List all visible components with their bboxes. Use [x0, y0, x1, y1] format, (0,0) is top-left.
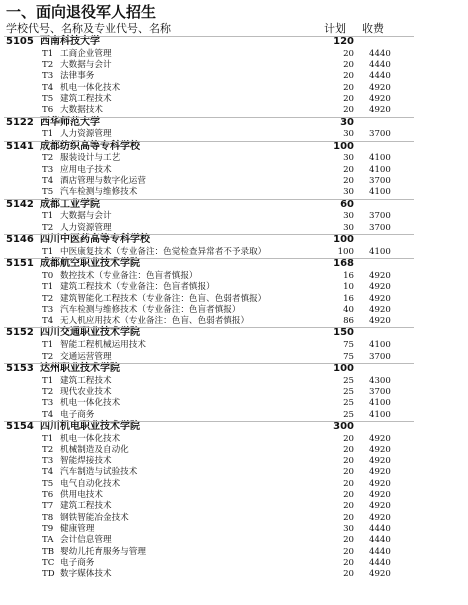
plan-count: 100	[333, 362, 354, 374]
school-name: 四川机电职业技术学院	[40, 420, 140, 432]
tuition-fee: 4920	[369, 467, 391, 478]
major-row	[0, 305, 468, 316]
major-name: 交通运营管理	[60, 351, 112, 362]
tuition-fee: 4920	[369, 270, 391, 281]
major-row	[0, 558, 468, 569]
tuition-fee: 4440	[369, 48, 391, 59]
plan-count: 20	[343, 105, 354, 116]
major-name: 建筑工程技术	[60, 375, 112, 386]
major-name: 婴幼儿托育服务与管理	[60, 546, 146, 557]
major-row	[0, 445, 468, 456]
major-code: T1	[42, 48, 54, 59]
plan-count: 20	[343, 176, 354, 187]
school-name: 达州职业技术学院	[40, 362, 120, 374]
major-row	[0, 153, 468, 164]
major-row	[0, 456, 468, 467]
major-code: T5	[42, 93, 54, 104]
major-code: T3	[42, 164, 54, 175]
major-code: T2	[42, 351, 54, 362]
major-row	[0, 569, 468, 580]
tuition-fee: 4920	[369, 478, 391, 489]
school-code: 5152	[6, 327, 34, 339]
tuition-fee: 4440	[369, 557, 391, 568]
major-code: T2	[42, 222, 54, 233]
plan-count: 20	[343, 60, 354, 71]
tuition-fee: 4920	[369, 490, 391, 501]
tuition-fee: 4440	[369, 60, 391, 71]
major-name: 机电一体化技术	[60, 82, 121, 93]
major-name: 无人机应用技术（专业备注：色盲、色弱者慎报）	[60, 316, 250, 327]
plan-count: 30	[340, 116, 354, 128]
major-name: 人力资源管理	[60, 222, 112, 233]
major-row	[0, 176, 468, 187]
plan-count: 20	[343, 501, 354, 512]
major-name: 大数据技术	[60, 105, 103, 116]
plan-count: 20	[343, 71, 354, 82]
major-code: TD	[42, 569, 55, 580]
tuition-fee: 4100	[369, 246, 391, 257]
major-code: T1	[42, 211, 54, 222]
school-row	[0, 199, 468, 212]
plan-count: 20	[343, 512, 354, 523]
major-code: T5	[42, 478, 54, 489]
plan-count: 20	[343, 478, 354, 489]
tuition-fee: 3700	[369, 351, 391, 362]
major-code: T3	[42, 71, 54, 82]
major-name: 大数据与会计	[60, 211, 112, 222]
section-title: 一、面向退役军人招生	[6, 3, 157, 21]
plan-count: 20	[343, 164, 354, 175]
plan-count: 60	[340, 198, 354, 210]
plan-count: 40	[343, 304, 354, 315]
major-code: TA	[42, 535, 54, 546]
plan-count: 30	[343, 153, 354, 164]
plan-count: 16	[343, 270, 354, 281]
major-name: 健康管理	[60, 523, 95, 534]
major-row	[0, 535, 468, 546]
major-row	[0, 352, 468, 363]
plan-count: 20	[343, 456, 354, 467]
major-code: T2	[42, 153, 54, 164]
major-code: TB	[42, 546, 55, 557]
major-code: T6	[42, 105, 54, 116]
header-fee-column: 收费	[362, 22, 384, 35]
major-name: 机电一体化技术	[60, 398, 121, 409]
tuition-fee: 4920	[369, 93, 391, 104]
major-code: T2	[42, 386, 54, 397]
tuition-fee: 4100	[369, 409, 391, 420]
tuition-fee: 3700	[369, 386, 391, 397]
plan-count: 20	[343, 490, 354, 501]
major-row	[0, 94, 468, 105]
plan-table	[0, 36, 468, 580]
school-name: 四川中医药高等专科学校	[40, 234, 150, 246]
major-row	[0, 524, 468, 535]
plan-count: 16	[343, 293, 354, 304]
plan-count: 20	[343, 569, 354, 580]
major-name: 机械制造及自动化	[60, 444, 129, 455]
major-row	[0, 410, 468, 421]
plan-count: 25	[343, 398, 354, 409]
major-name: 工商企业管理	[60, 48, 112, 59]
major-row	[0, 105, 468, 116]
major-code: T9	[42, 523, 54, 534]
major-code: T8	[42, 512, 54, 523]
school-code: 5154	[6, 420, 34, 432]
school-row	[0, 363, 468, 376]
tuition-fee: 3700	[369, 129, 391, 140]
school-code: 5105	[6, 36, 34, 47]
major-row	[0, 294, 468, 305]
major-code: T4	[42, 409, 54, 420]
tuition-fee: 4920	[369, 569, 391, 580]
major-row	[0, 49, 468, 60]
tuition-fee: 4920	[369, 293, 391, 304]
major-code: T4	[42, 467, 54, 478]
major-name: 建筑工程技术（专业备注：色盲者慎报）	[60, 282, 215, 293]
plan-count: 20	[343, 444, 354, 455]
tuition-fee: 3700	[369, 211, 391, 222]
school-name: 成都航空职业技术学院	[40, 258, 140, 270]
major-code: TC	[42, 557, 55, 568]
major-code: T0	[42, 270, 54, 281]
major-name: 法律事务	[60, 71, 95, 82]
major-row	[0, 129, 468, 140]
major-name: 电子商务	[60, 557, 95, 568]
major-name: 建筑智能化工程技术（专业备注：色盲、色弱者慎报）	[60, 293, 267, 304]
major-code: T4	[42, 176, 54, 187]
header-plan-column: 计划	[324, 22, 346, 35]
tuition-fee: 4440	[369, 523, 391, 534]
major-name: 人力资源管理	[60, 129, 112, 140]
tuition-fee: 4440	[369, 546, 391, 557]
major-code: T1	[42, 246, 54, 257]
plan-count: 30	[343, 222, 354, 233]
school-code: 5153	[6, 362, 34, 374]
school-code: 5122	[6, 116, 34, 128]
school-row	[0, 258, 468, 271]
major-code: T6	[42, 490, 54, 501]
major-name: 中医康复技术（专业备注：色觉检查异常者不予录取）	[60, 246, 267, 257]
plan-count: 30	[343, 129, 354, 140]
major-name: 建筑工程技术	[60, 93, 112, 104]
major-row	[0, 223, 468, 234]
plan-count: 10	[343, 282, 354, 293]
major-code: T2	[42, 293, 54, 304]
school-name: 西南科技大学	[40, 36, 100, 47]
major-name: 钢铁智能冶金技术	[60, 512, 129, 523]
tuition-fee: 4920	[369, 433, 391, 444]
major-row	[0, 513, 468, 524]
tuition-fee: 4440	[369, 535, 391, 546]
major-code: T2	[42, 60, 54, 71]
major-code: T1	[42, 375, 54, 386]
tuition-fee: 4920	[369, 512, 391, 523]
plan-count: 168	[333, 258, 354, 270]
plan-count: 20	[343, 535, 354, 546]
plan-count: 30	[343, 187, 354, 198]
major-name: 电气自动化技术	[60, 478, 121, 489]
plan-count: 20	[343, 93, 354, 104]
tuition-fee: 4920	[369, 105, 391, 116]
major-row	[0, 165, 468, 176]
major-row	[0, 211, 468, 222]
tuition-fee: 4100	[369, 187, 391, 198]
major-name: 服装设计与工艺	[60, 153, 121, 164]
major-code: T1	[42, 340, 54, 351]
major-name: 数控技术（专业备注：色盲者慎报）	[60, 270, 198, 281]
school-code: 5142	[6, 198, 34, 210]
plan-count: 100	[333, 140, 354, 152]
major-row	[0, 547, 468, 558]
tuition-fee: 4920	[369, 501, 391, 512]
plan-count: 100	[337, 246, 354, 257]
school-name: 四川交通职业技术学院	[40, 327, 140, 339]
school-name: 成都纺织高等专科学校	[40, 140, 140, 152]
plan-count: 20	[343, 546, 354, 557]
major-code: T1	[42, 433, 54, 444]
major-name: 汽车检测与维修技术	[60, 187, 138, 198]
major-row	[0, 71, 468, 82]
major-row	[0, 271, 468, 282]
plan-count: 20	[343, 82, 354, 93]
tuition-fee: 3700	[369, 176, 391, 187]
tuition-fee: 4920	[369, 456, 391, 467]
major-code: T3	[42, 304, 54, 315]
header-school-column: 学校代号、名称及专业代号、名称	[6, 22, 171, 35]
major-row	[0, 434, 468, 445]
major-name: 电子商务	[60, 409, 95, 420]
major-name: 酒店管理与数字化运营	[60, 176, 146, 187]
plan-count: 25	[343, 375, 354, 386]
major-name: 现代农业技术	[60, 386, 112, 397]
major-name: 智能焊接技术	[60, 456, 112, 467]
plan-count: 120	[333, 36, 354, 47]
major-row	[0, 387, 468, 398]
major-code: T5	[42, 187, 54, 198]
tuition-fee: 4920	[369, 304, 391, 315]
tuition-fee: 4920	[369, 82, 391, 93]
major-name: 智能工程机械运用技术	[60, 340, 146, 351]
plan-count: 20	[343, 467, 354, 478]
major-row	[0, 501, 468, 512]
tuition-fee: 4920	[369, 282, 391, 293]
school-code: 5141	[6, 140, 34, 152]
plan-count: 75	[343, 340, 354, 351]
major-name: 机电一体化技术	[60, 433, 121, 444]
tuition-fee: 4100	[369, 153, 391, 164]
major-row	[0, 467, 468, 478]
major-row	[0, 490, 468, 501]
plan-count: 30	[343, 211, 354, 222]
plan-count: 75	[343, 351, 354, 362]
plan-count: 25	[343, 409, 354, 420]
plan-count: 20	[343, 557, 354, 568]
major-code: T3	[42, 398, 54, 409]
tuition-fee: 4100	[369, 164, 391, 175]
major-row	[0, 83, 468, 94]
major-row	[0, 316, 468, 327]
school-name: 西华师范大学	[40, 116, 100, 128]
major-name: 汽车检测与维修技术（专业备注：色盲者慎报）	[60, 304, 241, 315]
major-code: T2	[42, 444, 54, 455]
school-row	[0, 421, 468, 434]
plan-count: 20	[343, 433, 354, 444]
major-name: 会计信息管理	[60, 535, 112, 546]
tuition-fee: 4920	[369, 316, 391, 327]
major-name: 供用电技术	[60, 490, 103, 501]
school-name: 成都工业学院	[40, 198, 100, 210]
major-row	[0, 60, 468, 71]
tuition-fee: 3700	[369, 222, 391, 233]
tuition-fee: 4100	[369, 398, 391, 409]
major-row	[0, 479, 468, 490]
school-code: 5151	[6, 258, 34, 270]
tuition-fee: 4300	[369, 375, 391, 386]
major-row	[0, 187, 468, 198]
tuition-fee: 4100	[369, 340, 391, 351]
major-code: T3	[42, 456, 54, 467]
major-name: 数字媒体技术	[60, 569, 112, 580]
major-code: T1	[42, 282, 54, 293]
major-row	[0, 282, 468, 293]
major-code: T4	[42, 316, 54, 327]
plan-count: 300	[333, 420, 354, 432]
major-name: 汽车制造与试验技术	[60, 467, 138, 478]
major-row	[0, 398, 468, 409]
school-row	[0, 327, 468, 340]
plan-count: 100	[333, 234, 354, 246]
major-name: 建筑工程技术	[60, 501, 112, 512]
plan-count: 86	[343, 316, 354, 327]
major-row	[0, 247, 468, 258]
major-code: T1	[42, 129, 54, 140]
plan-count: 20	[343, 48, 354, 59]
major-code: T4	[42, 82, 54, 93]
school-row	[0, 36, 468, 49]
school-row	[0, 117, 468, 130]
major-name: 大数据与会计	[60, 60, 112, 71]
major-name: 应用电子技术	[60, 164, 112, 175]
tuition-fee: 4440	[369, 71, 391, 82]
major-code: T7	[42, 501, 54, 512]
plan-count: 150	[333, 327, 354, 339]
major-row	[0, 340, 468, 351]
school-row	[0, 234, 468, 247]
major-row	[0, 376, 468, 387]
plan-count: 25	[343, 386, 354, 397]
school-row	[0, 141, 468, 154]
tuition-fee: 4920	[369, 444, 391, 455]
plan-count: 30	[343, 523, 354, 534]
school-code: 5146	[6, 234, 34, 246]
